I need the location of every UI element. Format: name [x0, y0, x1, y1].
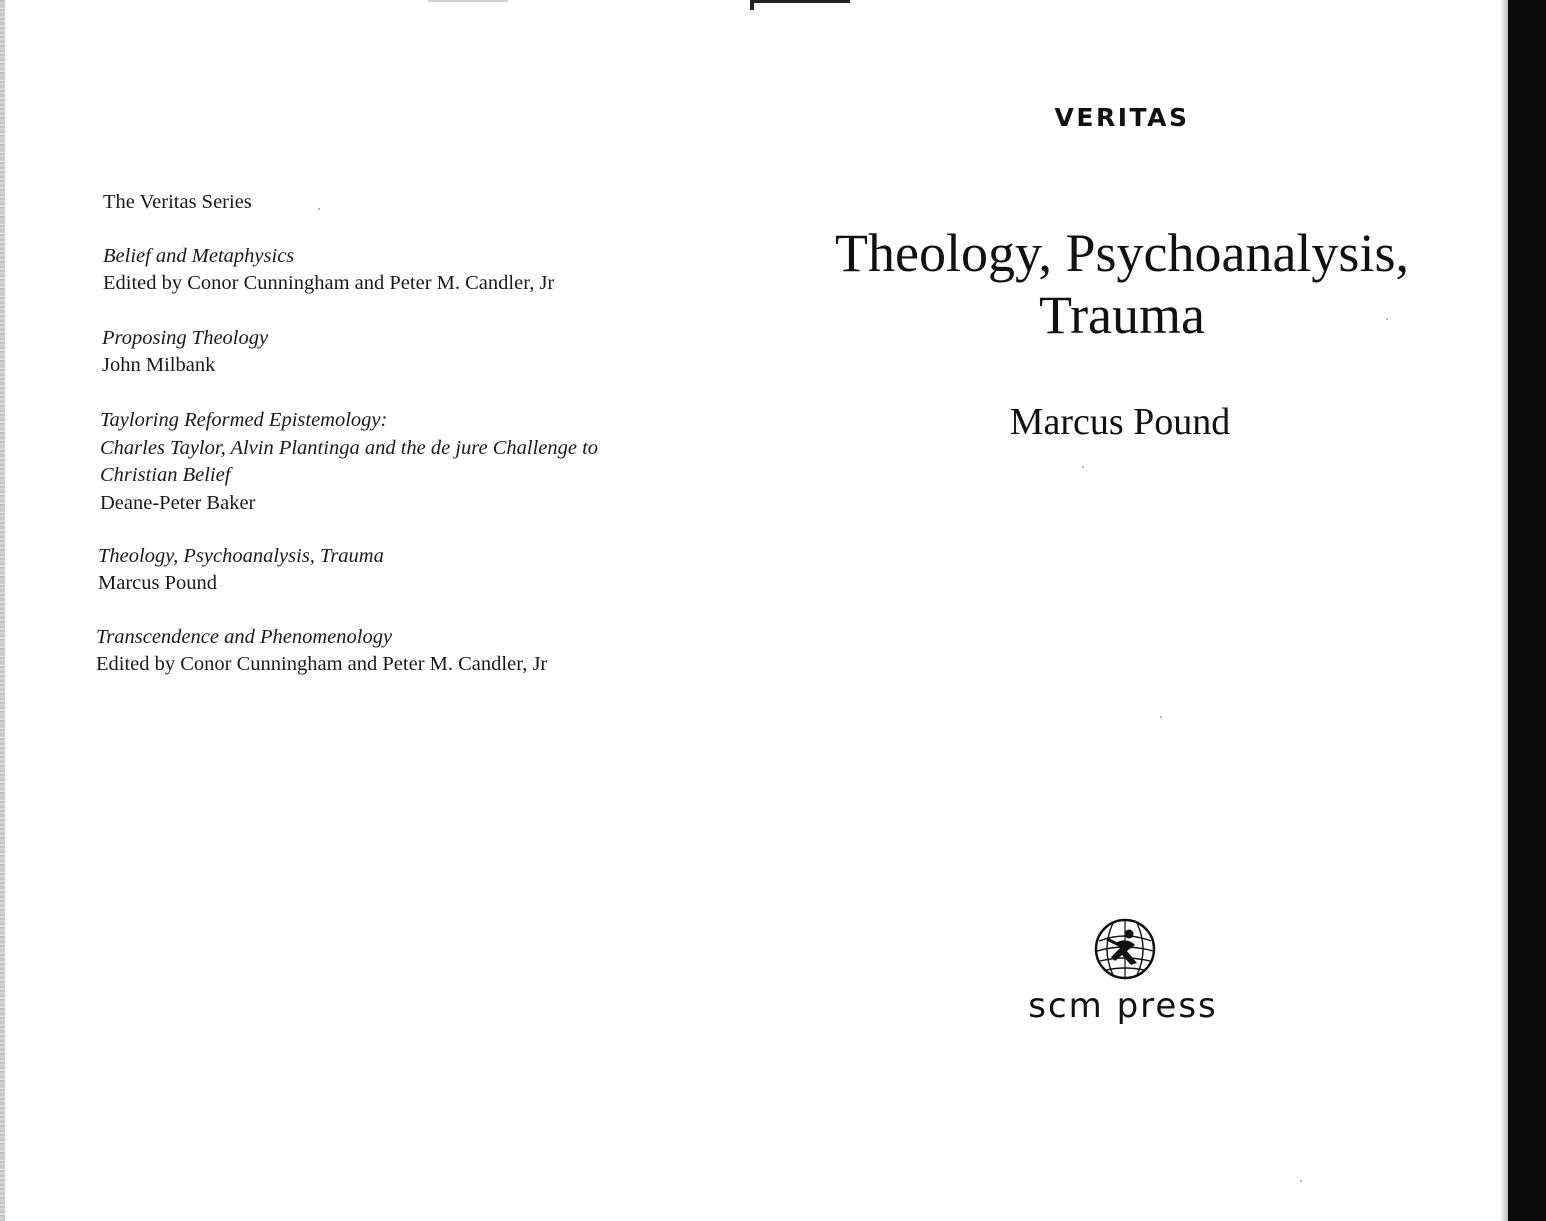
scan-top-notch [750, 0, 754, 10]
series-entry-title: Tayloring Reformed Epistemology: [100, 409, 388, 431]
scan-top-mark-faint [428, 0, 508, 2]
scan-right-edge [1508, 0, 1546, 1221]
series-entry-title: Belief and Metaphysics [103, 245, 295, 267]
series-entry-title: Charles Taylor, Alvin Plantinga and the de jure Challenge to [100, 436, 599, 459]
series-entry-title: Proposing Theology [102, 327, 269, 349]
globe-figure-logo-icon [1093, 917, 1157, 981]
series-entry [100, 407, 598, 517]
book-title-line: Theology, Psychoanalysis, [835, 223, 1409, 283]
series-entry-title: Transcendence and Phenomenology [96, 626, 393, 648]
series-entry-author: Deane-Peter Baker [100, 491, 256, 514]
series-entry-author: Marcus Pound [98, 572, 218, 594]
scan-speck [1300, 1180, 1302, 1182]
scan-speck [318, 208, 320, 210]
scan-top-mark [750, 0, 850, 3]
series-entry-author: John Milbank [102, 354, 216, 376]
scan-speck [1082, 466, 1084, 468]
series-entry-author: Edited by Conor Cunningham and Peter M. Candler, Jr [103, 272, 555, 294]
scan-speck [1160, 716, 1162, 718]
series-entry-title: Theology, Psychoanalysis, Trauma [98, 545, 384, 567]
series-entry-title: Christian Belief [100, 464, 231, 486]
scan-left-edge [0, 0, 5, 1221]
book-author: Marcus Pound [1009, 401, 1231, 443]
series-entry [102, 325, 268, 379]
series-heading: The Veritas Series [103, 191, 252, 213]
series-entry [96, 624, 547, 678]
scan-right-shadow [1500, 0, 1508, 1221]
series-entry [103, 243, 554, 297]
series-mark: VERITAS [1054, 103, 1190, 132]
publisher-name: scm press [1028, 986, 1218, 1026]
series-entry [98, 543, 384, 597]
book-title-line: Trauma [1038, 285, 1205, 345]
series-entry-author: Edited by Conor Cunningham and Peter M. Candler, Jr [96, 653, 548, 675]
book-title [820, 222, 1424, 346]
